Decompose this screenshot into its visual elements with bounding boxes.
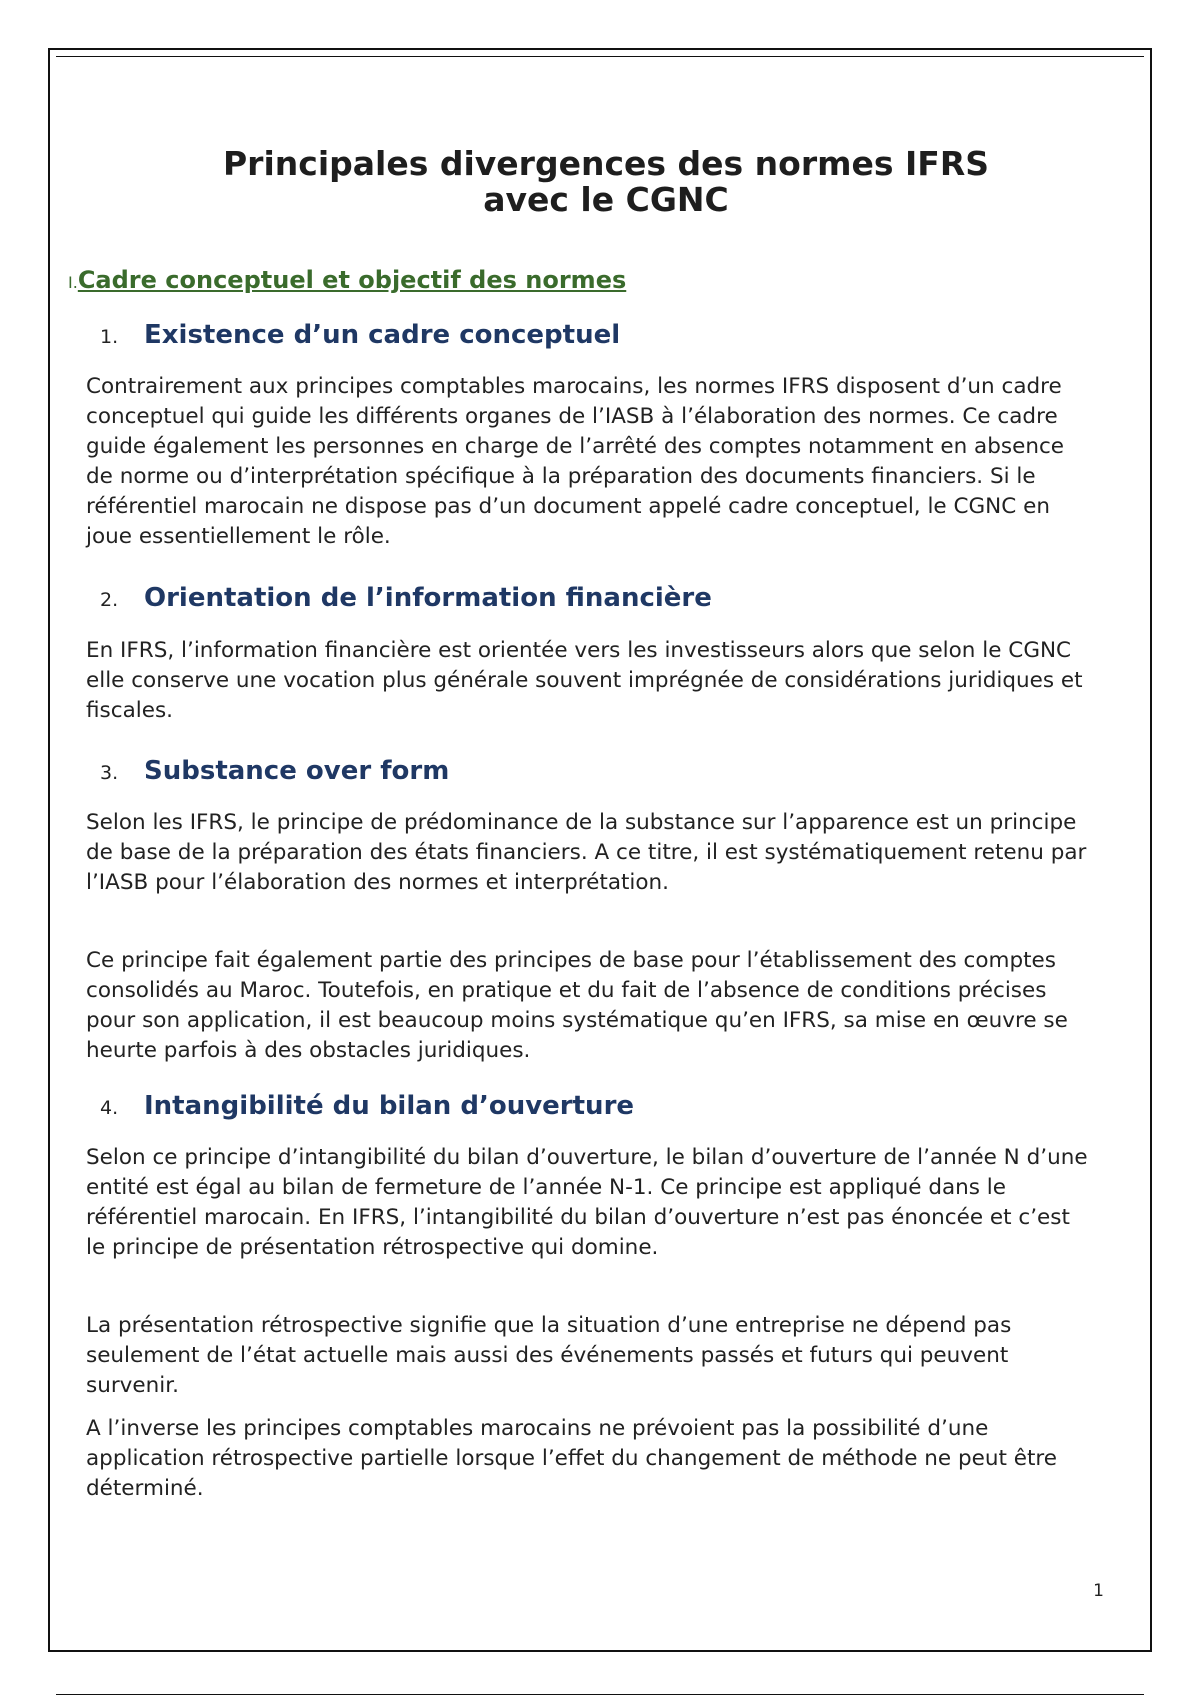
subheading-2 xyxy=(100,583,712,613)
subheading-3 xyxy=(100,756,449,786)
subheading-number: 1. xyxy=(100,326,119,348)
document-title xyxy=(100,146,1112,218)
page-number: 1 xyxy=(1093,1581,1104,1601)
section-numeral: I. xyxy=(68,273,78,292)
title-line-1: Principales divergences des normes IFRS xyxy=(223,144,989,183)
subheading-4 xyxy=(100,1091,634,1121)
paragraph: Selon ce principe d’intangibilité du bilan d’ouverture, le bilan d’ouverture de l’année N d’une entité est égal au bilan de fermeture de l’année N-1. Ce principe est appliqué dans le référentiel marocain. En IFRS, l’intangibilité du bilan d’ouverture n’est pas énoncée et c’est le principe de présentation rétrospective qui domine. xyxy=(86,1145,1088,1260)
header-rule xyxy=(56,56,1144,57)
subheading-number: 4. xyxy=(100,1097,119,1119)
subheading-number: 3. xyxy=(100,762,119,784)
paragraph: Ce principe fait également partie des principes de base pour l’établissement des comptes consolidés au Maroc. Toutefois, en pratique et du fait de l’absence de conditions précises pour son application, il est beaucoup moins systématique qu’en IFRS, sa mise en œuvre se heurte parfois à des obstacles juridiques. xyxy=(86,948,1068,1063)
subheading-text: Orientation de l’information financière xyxy=(144,583,712,613)
subheading-number: 2. xyxy=(100,589,119,611)
subheading-text: Substance over form xyxy=(144,756,450,786)
footer-rule xyxy=(56,1694,1144,1695)
paragraph: A l’inverse les principes comptables marocains ne prévoient pas la possibilité d’une application rétrospective partielle lorsque l’effet du changement de méthode ne peut être déterminé. xyxy=(86,1416,1058,1501)
subheading-1 xyxy=(100,320,620,350)
title-line-2: avec le CGNC xyxy=(483,180,729,219)
paragraph: La présentation rétrospective signifie que la situation d’une entreprise ne dépend pas seulement de l’état actuelle mais aussi des événements passés et futurs qui peuvent survenir. xyxy=(86,1313,1012,1398)
subheading-text: Intangibilité du bilan d’ouverture xyxy=(144,1091,635,1121)
subheading-text: Existence d’un cadre conceptuel xyxy=(144,320,621,350)
paragraph: Contrairement aux principes comptables marocains, les normes IFRS disposent d’un cadre conceptuel qui guide les différents organes de l’IASB à l’élaboration des normes. Ce cadre guide également les personnes en charge de l’arrêté des comptes notamment en absence de norme ou d’interprétation spécifique à la préparation des documents financiers. Si le référentiel marocain ne dispose pas d’un document appelé cadre conceptuel, le CGNC en joue essentiellement le rôle. xyxy=(86,374,1064,549)
section-label: Cadre conceptuel et objectif des normes xyxy=(77,266,627,294)
section-heading xyxy=(68,266,626,294)
paragraph: Selon les IFRS, le principe de prédominance de la substance sur l’apparence est un principe de base de la préparation des états financiers. A ce titre, il est systématiquement retenu par l’IASB pour l’élaboration des normes et interprétation. xyxy=(86,810,1087,895)
paragraph: En IFRS, l’information financière est orientée vers les investisseurs alors que selon le CGNC elle conserve une vocation plus générale souvent imprégnée de considérations juridiques et fiscales. xyxy=(86,638,1083,723)
